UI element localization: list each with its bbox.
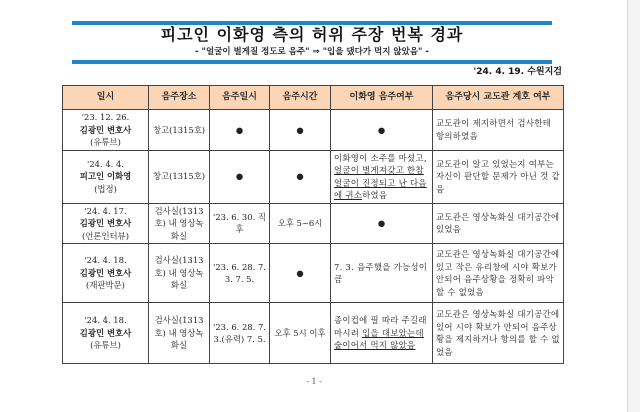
- source: (언론인터뷰): [82, 230, 129, 241]
- table-row: [63, 244, 564, 303]
- place-cell: 검사실(1313호) 내 영상녹화실: [149, 244, 210, 303]
- document-header: [0, 0, 627, 85]
- drink-text: 종이컵에 필 따라 주길래 마시려: [334, 315, 427, 338]
- drink-status-cell: [331, 150, 433, 203]
- drink-time-cell: ●: [270, 110, 331, 151]
- page-number: - 1 -: [306, 377, 322, 386]
- title-bottom-rule: [72, 60, 552, 64]
- drink-date-cell: ●: [210, 150, 270, 203]
- page-title: 피고인 이화영 측의 허위 주장 번복 경과: [160, 25, 464, 44]
- statement-cell: [63, 203, 149, 244]
- place-cell: 검사실(1313호) 내 영상녹화실: [149, 303, 210, 364]
- statement-date: '23. 12. 26.: [81, 112, 130, 122]
- speaker: 김광민 변호사: [79, 218, 132, 228]
- drink-time-cell: ●: [270, 244, 331, 303]
- guard-cell: 교도관이 제지하면서 검사한테 항의하였음: [433, 110, 564, 151]
- guard-cell: 교도관은 영상녹화실 대기공간에 있고 작은 유리창에 시야 확보가 안되어 음주상황을 정확히 파악할 수 없었음: [433, 244, 564, 303]
- header-cell: 일시: [63, 86, 149, 110]
- drink-text-tail: 하였음: [362, 190, 388, 200]
- timeline-table: [62, 85, 564, 364]
- drink-time-cell: 오후 5시 이후: [270, 303, 331, 364]
- place-cell: 검사실(1313호) 내 영상녹화실: [149, 203, 210, 244]
- header-cell: 음주일시: [210, 86, 270, 110]
- drink-time-cell: 오후 5~6시: [270, 203, 331, 244]
- drink-status-cell: [331, 303, 433, 364]
- statement-date: '24. 4. 4.: [87, 158, 124, 169]
- statement-date: '24. 4. 18.: [84, 255, 127, 266]
- place-cell: 창고(1315호): [149, 150, 210, 203]
- speaker: 피고인 이화영: [79, 171, 132, 182]
- drink-text: ●: [377, 124, 386, 135]
- source: (재판박문): [86, 280, 125, 291]
- place-cell: 창고(1315호): [149, 110, 210, 151]
- drink-text: 이화영이 소주를 마셨고,: [334, 152, 427, 163]
- guard-cell: 교도관은 영상녹화실 대기공간에 있어 시야 확보가 안되어 음주상황을 제지하거나 항의를 할 수 없었음: [433, 303, 564, 364]
- statement-date: '24. 4. 18.: [84, 315, 127, 326]
- drink-time-cell: ●: [270, 150, 331, 203]
- drink-status-cell: [331, 244, 433, 303]
- guard-cell: 교도관이 알고 있었는지 여부는 자신이 판단할 문제가 아닌 것 같음: [433, 150, 564, 203]
- statement-cell: [63, 244, 149, 303]
- header-cell: 음주장소: [149, 86, 210, 110]
- header-cell: 이화영 음주여부: [331, 86, 433, 110]
- drink-status-cell: [331, 110, 433, 151]
- drink-text-underlined: 입을 대보았는데 술이어서 먹지 않았음: [334, 327, 424, 351]
- drink-status-cell: [331, 203, 433, 244]
- document-date: '24. 4. 19. 수원지검: [473, 67, 562, 77]
- drink-date-cell: '23. 6. 30. 직후: [210, 203, 270, 244]
- speaker: 김광민 변호사: [79, 124, 132, 135]
- statement-cell: [63, 303, 149, 364]
- table-row: [63, 203, 564, 244]
- statement-cell: [63, 110, 149, 151]
- drink-date-cell: '23. 6. 28. 7. 3.(유력) 7. 5.: [210, 303, 270, 364]
- source: (법정): [94, 183, 117, 194]
- source: (유튜브): [90, 340, 121, 351]
- table-row: [63, 110, 564, 151]
- table-row: [63, 150, 564, 203]
- table-header-row: [63, 86, 564, 110]
- page-subtitle: - "얼굴이 벌게질 정도로 음주" ⇒ "입을 댔다가 먹지 않았음" -: [195, 47, 429, 57]
- speaker: 김광민 변호사: [79, 327, 132, 338]
- guard-cell: 교도관은 영상녹화실 대기공간에 있었음: [433, 203, 564, 244]
- source: (유튜브): [90, 137, 121, 147]
- drink-date-cell: ●: [210, 110, 270, 151]
- drink-text: ●: [377, 218, 386, 228]
- statement-date: '24. 4. 17.: [84, 205, 127, 216]
- drink-text: 7. 3. 음주했을 가능성이 큼: [334, 261, 428, 284]
- table-row: [63, 303, 564, 364]
- drink-text-underlined: 얼굴이 벌게져갖고 한참 얼굴이 진정되고 난 다음에 귀소: [334, 165, 427, 200]
- drink-date-cell: '23. 6. 28. 7. 3. 7. 5.: [210, 244, 270, 303]
- header-cell: 음주시간: [270, 86, 331, 110]
- speaker: 김광민 변호사: [79, 267, 132, 278]
- header-cell: 음주당시 교도관 계호 여부: [433, 86, 564, 110]
- statement-cell: [63, 150, 149, 203]
